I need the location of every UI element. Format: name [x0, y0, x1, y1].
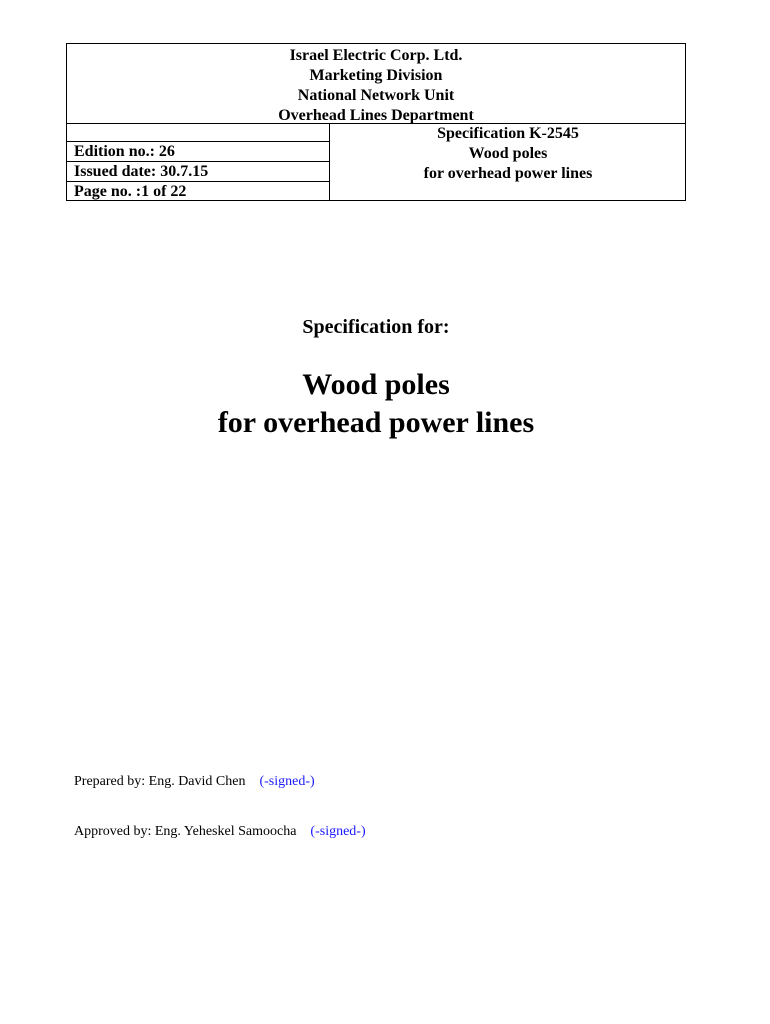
title-line-2: for overhead power lines	[217, 406, 535, 439]
specification-for-heading: Specification for:	[302, 316, 450, 338]
specification-info-column	[330, 124, 686, 201]
page-number: Page no. :1 of 22	[74, 183, 187, 200]
approved-by-label: Approved by: Eng. Yeheskel Samoocha	[74, 824, 297, 839]
organization-block	[67, 44, 685, 124]
document-title	[0, 366, 752, 442]
division-name: Marketing Division	[309, 67, 443, 84]
specification-subject: Wood poles	[468, 145, 548, 162]
approved-signed-mark: (-signed-)	[310, 824, 366, 839]
prepared-signed-mark: (-signed-)	[259, 774, 315, 789]
document-header-table	[66, 43, 686, 201]
prepared-by-line	[74, 774, 315, 790]
issued-date: Issued date: 30.7.15	[67, 162, 329, 182]
edition-number: Edition no.: 26	[67, 142, 329, 162]
approved-by-line	[74, 824, 366, 840]
specification-code: Specification K-2545	[437, 125, 579, 142]
title-line-1: Wood poles	[302, 368, 450, 401]
department-name: Overhead Lines Department	[278, 107, 474, 124]
document-info-column	[67, 124, 330, 201]
specification-scope: for overhead power lines	[423, 165, 593, 182]
prepared-by-label: Prepared by: Eng. David Chen	[74, 774, 246, 789]
unit-name: National Network Unit	[297, 87, 455, 104]
company-name: Israel Electric Corp. Ltd.	[289, 47, 463, 64]
blank-row	[67, 124, 329, 142]
